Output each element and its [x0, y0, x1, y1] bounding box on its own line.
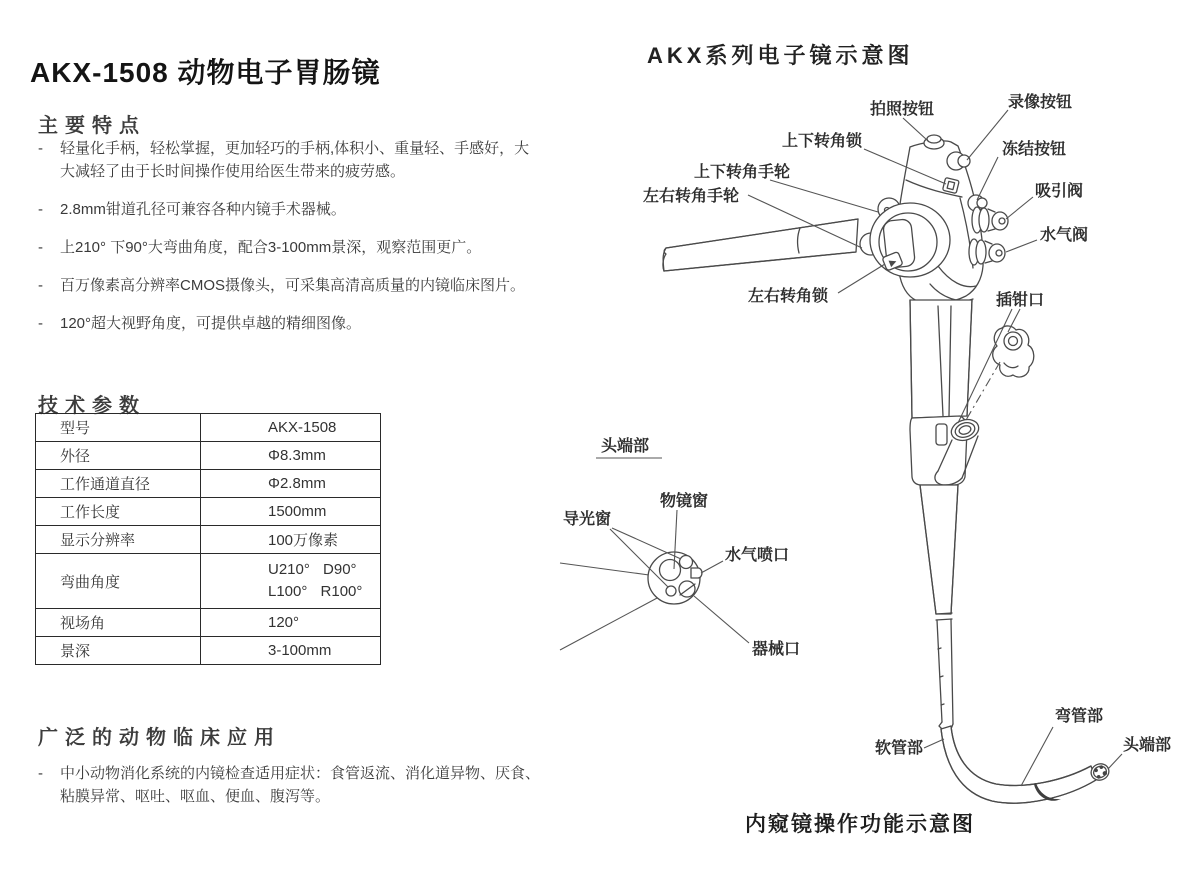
spec-label: 显示分辨率 [36, 526, 201, 554]
bending-curve [941, 726, 1111, 803]
insertion-tube-lower [920, 485, 958, 729]
spec-label: 外径 [36, 442, 201, 470]
spec-label: 工作通道直径 [36, 470, 201, 498]
suction-valve-shape [972, 207, 1008, 233]
label-updown-lock: 上下转角锁 [782, 133, 863, 150]
feature-text: - 轻量化手柄，轻松掌握，更加轻巧的手柄,体积小、重量轻、手感好，大大减轻了由于长时间操作使用给医生带来的疲劳感。 [60, 140, 530, 180]
spec-label: 景深 [36, 637, 201, 665]
feature-text: - 百万像素高分辨率CMOS摄像头，可采集高清高质量的内镜临床图片。 [60, 277, 526, 294]
spec-value: 1500mm [201, 498, 381, 526]
label-forceps-port: 插钳口 [996, 292, 1045, 309]
feature-text: - 上210° 下90°大弯曲角度，配合3-100mm景深，观察范围更广。 [60, 239, 482, 256]
objective-lens-circle [660, 560, 681, 581]
spec-label: 型号 [36, 414, 201, 442]
nozzle-shape [691, 568, 702, 578]
diagram-labels [563, 92, 1171, 757]
diagram-title: AKX系列电子镜示意图 [647, 43, 914, 68]
label-freeze-button: 冻结按钮 [1002, 141, 1067, 158]
spec-value-line1: U210° D90° [268, 561, 357, 578]
feature-text: - 2.8mm钳道孔径可兼容各种内镜手术器械。 [60, 201, 346, 218]
features-heading: 主要特点 [38, 114, 146, 137]
label-light-window: 导光窗 [563, 511, 612, 528]
diagram-caption: 内窥镜操作功能示意图 [745, 812, 975, 836]
label-updown-wheel: 上下转角手轮 [694, 164, 791, 181]
label-leftright-wheel: 左右转角手轮 [643, 188, 740, 205]
specs-heading: 技术参数 [38, 394, 146, 417]
label-leftright-lock: 左右转角锁 [748, 288, 829, 305]
spec-value-line2: L100° R100° [268, 583, 363, 600]
spec-value: AKX-1508 [201, 414, 381, 442]
spec-value: Φ2.8mm [201, 470, 381, 498]
spec-label: 工作长度 [36, 498, 201, 526]
label-photo-button: 拍照按钮 [870, 101, 935, 118]
airwater-valve-shape [969, 239, 1005, 265]
applications-heading: 广泛的动物临床应用 [38, 726, 281, 749]
tip-cross-section [560, 552, 702, 650]
page-title: AKX-1508 动物电子胃肠镜 [30, 56, 381, 88]
label-tip-head: 头端部 [601, 438, 650, 455]
photo-button-shape [924, 135, 944, 149]
biopsy-valve-piece [966, 326, 1034, 420]
updown-lock-knob [943, 177, 960, 193]
label-record-button: 录像按钮 [1008, 94, 1073, 111]
label-instrument-port: 器械口 [752, 641, 801, 658]
application-text: - 中小动物消化系统的内镜检查适用症状：食管返流、消化道异物、厌食、粘膜异常、呕吐、呕血、便血、腹泻等。 [60, 765, 541, 805]
feature-text: - 120°超大视野角度，可提供卓越的精细图像。 [60, 315, 362, 332]
forceps-port-block [910, 416, 981, 485]
umbilical-tube [663, 219, 858, 271]
light-guide-circle-2 [666, 586, 676, 596]
spec-value: 3-100mm [201, 637, 381, 665]
label-suction-valve: 吸引阀 [1035, 183, 1084, 200]
label-airwater-valve: 水气阀 [1040, 227, 1089, 244]
label-bending-section: 弯管部 [1055, 708, 1104, 725]
label-objective-window: 物镜窗 [660, 493, 709, 510]
light-guide-circle-1 [680, 556, 693, 569]
spec-value: 100万像素 [201, 526, 381, 554]
spec-value: Φ8.3mm [201, 442, 381, 470]
grip-section [910, 300, 972, 418]
label-flexible-tube: 软管部 [875, 740, 924, 757]
record-button-shape [947, 152, 970, 170]
leader-lines [596, 110, 1122, 786]
spec-value: 120° [201, 609, 381, 637]
spec-label: 弯曲角度 [36, 554, 201, 609]
label-tip-distal: 头端部 [1123, 737, 1172, 754]
spec-label: 视场角 [36, 609, 201, 637]
label-airwater-nozzle: 水气喷口 [725, 547, 790, 564]
